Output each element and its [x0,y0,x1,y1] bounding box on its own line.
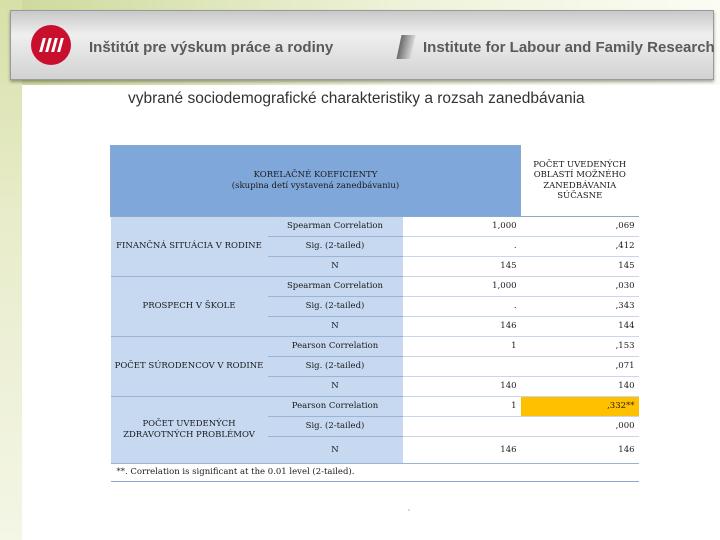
value-count: ,000 [521,417,639,437]
stat-label: Spearman Correlation [268,217,403,237]
stat-label: Sig. (2-tailed) [268,237,403,257]
value-self: 1 [403,337,521,357]
value-count: 146 [521,437,639,464]
value-self: 146 [403,437,521,464]
banner-divider [396,35,415,59]
value-count: 145 [521,257,639,277]
table-row [111,337,639,357]
stat-label: N [268,437,403,464]
correlation-header [111,146,521,217]
value-self: . [403,297,521,317]
table-row [111,277,639,297]
table-footnote-row [111,464,639,482]
slide-title: vybrané sociodemografické charakteristiky a rozsah zanedbávania [128,90,585,107]
value-self [403,357,521,377]
table-header-row [111,146,639,217]
count-header: POČET UVEDENÝCH OBLASTÍ MOŽNÉHO ZANEDBÁVANIA SÚČASNE [521,146,639,217]
header-sub-line: (skupina detí vystavená zanedbávaniu) [231,181,400,191]
value-count: ,071 [521,357,639,377]
stat-label: Sig. (2-tailed) [268,297,403,317]
value-self [403,417,521,437]
value-self: 1,000 [403,277,521,297]
value-self: 146 [403,317,521,337]
value-self: 145 [403,257,521,277]
institute-banner [10,10,714,80]
value-count: 140 [521,377,639,397]
decorative-dot [408,509,410,511]
variable-label: POČET UVEDENÝCH ZDRAVOTNÝCH PROBLÉMOV [111,397,268,464]
value-count: ,343 [521,297,639,317]
value-self: 1 [403,397,521,417]
stat-label: N [268,317,403,337]
table-row [111,397,639,417]
institute-name-sk: Inštitút pre výskum práce a rodiny [89,39,334,56]
value-self: . [403,237,521,257]
variable-label: FINANČNÁ SITUÁCIA V RODINE [111,217,268,277]
institute-logo-icon [31,25,71,65]
institute-name-en: Institute for Labour and Family Research [423,39,715,56]
table-footnote: **. Correlation is significant at the 0.01 level (2-tailed). [111,464,639,482]
stat-label: N [268,257,403,277]
header-main-line: KORELAČNÉ KOEFICIENTY [253,170,378,181]
stat-label: N [268,377,403,397]
value-count-highlighted: ,332** [521,397,639,417]
variable-label: POČET SÚRODENCOV V RODINE [111,337,268,397]
left-background-stripe [0,0,22,540]
stat-label: Pearson Correlation [268,337,403,357]
value-count: ,069 [521,217,639,237]
value-count: ,412 [521,237,639,257]
correlation-table [110,145,639,482]
stat-label: Pearson Correlation [268,397,403,417]
stat-label: Sig. (2-tailed) [268,417,403,437]
value-count: 144 [521,317,639,337]
variable-label: PROSPECH V ŠKOLE [111,277,268,337]
value-self: 1,000 [403,217,521,237]
value-self: 140 [403,377,521,397]
stat-label: Spearman Correlation [268,277,403,297]
value-count: ,153 [521,337,639,357]
table-row [111,217,639,237]
value-count: ,030 [521,277,639,297]
stat-label: Sig. (2-tailed) [268,357,403,377]
